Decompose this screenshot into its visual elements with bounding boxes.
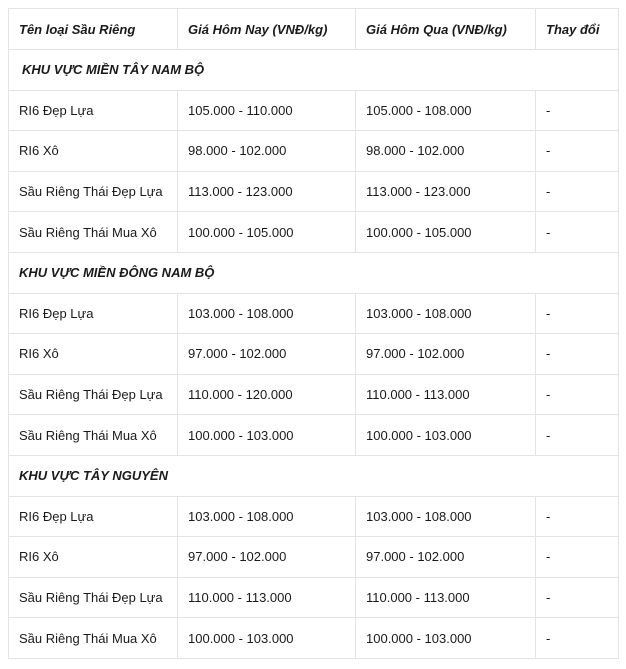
cell-price-today: 110.000 - 120.000 [178,374,356,415]
cell-variety: RI6 Đẹp Lựa [9,293,178,334]
cell-change: - [536,90,619,131]
cell-variety: Sầu Riêng Thái Mua Xô [9,212,178,253]
cell-variety: Sầu Riêng Thái Đẹp Lựa [9,374,178,415]
cell-variety: RI6 Xô [9,537,178,578]
cell-price-today: 98.000 - 102.000 [178,131,356,172]
cell-price-yesterday: 103.000 - 108.000 [356,496,536,537]
cell-price-yesterday: 105.000 - 108.000 [356,90,536,131]
cell-price-yesterday: 103.000 - 108.000 [356,293,536,334]
table-row [9,374,619,415]
cell-price-today: 113.000 - 123.000 [178,171,356,212]
cell-change: - [536,131,619,172]
table-row [9,212,619,253]
table-row [9,171,619,212]
cell-variety: RI6 Xô [9,131,178,172]
cell-variety: RI6 Đẹp Lựa [9,90,178,131]
header-row [9,9,619,50]
region-name: KHU VỰC MIỀN ĐÔNG NAM BỘ [9,252,619,293]
durian-price-table [8,8,619,659]
table-header [9,9,619,50]
cell-change: - [536,496,619,537]
cell-price-yesterday: 97.000 - 102.000 [356,334,536,375]
cell-price-today: 103.000 - 108.000 [178,496,356,537]
region-row [9,252,619,293]
cell-variety: Sầu Riêng Thái Đẹp Lựa [9,171,178,212]
region-name: KHU VỰC TÂY NGUYÊN [9,455,619,496]
header-change: Thay đổi [536,9,619,50]
cell-price-today: 103.000 - 108.000 [178,293,356,334]
table-row [9,131,619,172]
table-row [9,415,619,456]
cell-price-today: 100.000 - 103.000 [178,618,356,659]
cell-price-yesterday: 110.000 - 113.000 [356,577,536,618]
table-row [9,90,619,131]
region-row [9,455,619,496]
header-price-yesterday: Giá Hôm Qua (VNĐ/kg) [356,9,536,50]
table-row [9,537,619,578]
table-row [9,496,619,537]
table-body [9,50,619,659]
cell-change: - [536,212,619,253]
cell-price-yesterday: 113.000 - 123.000 [356,171,536,212]
cell-price-yesterday: 110.000 - 113.000 [356,374,536,415]
cell-price-today: 97.000 - 102.000 [178,537,356,578]
cell-price-today: 100.000 - 103.000 [178,415,356,456]
table-row [9,334,619,375]
cell-price-today: 105.000 - 110.000 [178,90,356,131]
cell-price-today: 110.000 - 113.000 [178,577,356,618]
cell-change: - [536,537,619,578]
cell-price-yesterday: 100.000 - 103.000 [356,618,536,659]
table-row [9,293,619,334]
cell-change: - [536,374,619,415]
cell-variety: RI6 Xô [9,334,178,375]
cell-change: - [536,171,619,212]
cell-price-today: 100.000 - 105.000 [178,212,356,253]
cell-change: - [536,618,619,659]
header-price-today: Giá Hôm Nay (VNĐ/kg) [178,9,356,50]
cell-price-yesterday: 98.000 - 102.000 [356,131,536,172]
cell-change: - [536,415,619,456]
cell-price-yesterday: 100.000 - 105.000 [356,212,536,253]
cell-change: - [536,577,619,618]
region-row [9,50,619,91]
cell-variety: Sầu Riêng Thái Mua Xô [9,415,178,456]
cell-variety: RI6 Đẹp Lựa [9,496,178,537]
header-variety: Tên loại Sầu Riêng [9,9,178,50]
cell-price-today: 97.000 - 102.000 [178,334,356,375]
region-name: KHU VỰC MIỀN TÂY NAM BỘ [9,50,619,91]
cell-variety: Sầu Riêng Thái Đẹp Lựa [9,577,178,618]
cell-change: - [536,334,619,375]
cell-price-yesterday: 97.000 - 102.000 [356,537,536,578]
table-row [9,577,619,618]
cell-variety: Sầu Riêng Thái Mua Xô [9,618,178,659]
cell-change: - [536,293,619,334]
table-row [9,618,619,659]
cell-price-yesterday: 100.000 - 103.000 [356,415,536,456]
